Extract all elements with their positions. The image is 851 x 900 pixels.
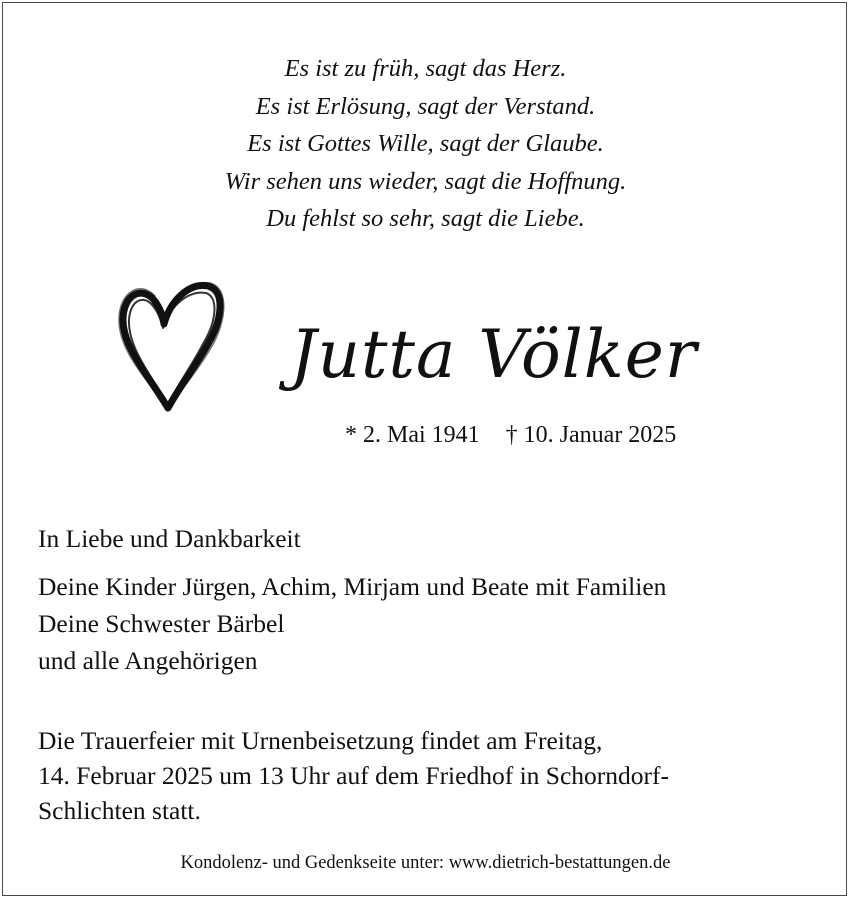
poem-line: Wir sehen uns wieder, sagt die Hoffnung. bbox=[224, 167, 627, 195]
family-line: Deine Schwester Bärbel bbox=[38, 609, 285, 638]
death-date: † 10. Januar 2025 bbox=[505, 422, 677, 448]
service-line: Die Trauerfeier mit Urnenbeisetzung findet am Freitag, bbox=[38, 726, 603, 755]
poem-line: Es ist Gottes Wille, sagt der Glaube. bbox=[247, 130, 604, 157]
service-line: Schlichten statt. bbox=[38, 796, 201, 825]
service-info bbox=[38, 723, 669, 828]
poem bbox=[0, 50, 851, 238]
birth-date: * 2. Mai 1941 bbox=[345, 422, 480, 448]
family-line: Deine Kinder Jürgen, Achim, Mirjam und Beate mit Familien bbox=[38, 572, 667, 601]
heart-icon bbox=[108, 280, 230, 418]
poem-line: Es ist Erlösung, sagt der Verstand. bbox=[255, 92, 596, 120]
poem-line: Es ist zu früh, sagt das Herz. bbox=[284, 55, 567, 82]
condolence-footer: Kondolenz- und Gedenkseite unter: www.dietrich-bestattungen.de bbox=[180, 853, 671, 873]
deceased-name: Jutta Völker bbox=[290, 316, 698, 393]
poem-line: Du fehlst so sehr, sagt die Liebe. bbox=[266, 205, 585, 232]
intro-line: In Liebe und Dankbarkeit bbox=[38, 524, 301, 553]
family-line: und alle Angehörigen bbox=[38, 646, 258, 675]
service-line: 14. Februar 2025 um 13 Uhr auf dem Friedhof in Schorndorf- bbox=[38, 761, 670, 790]
life-dates bbox=[345, 420, 676, 450]
family-list bbox=[38, 568, 666, 679]
